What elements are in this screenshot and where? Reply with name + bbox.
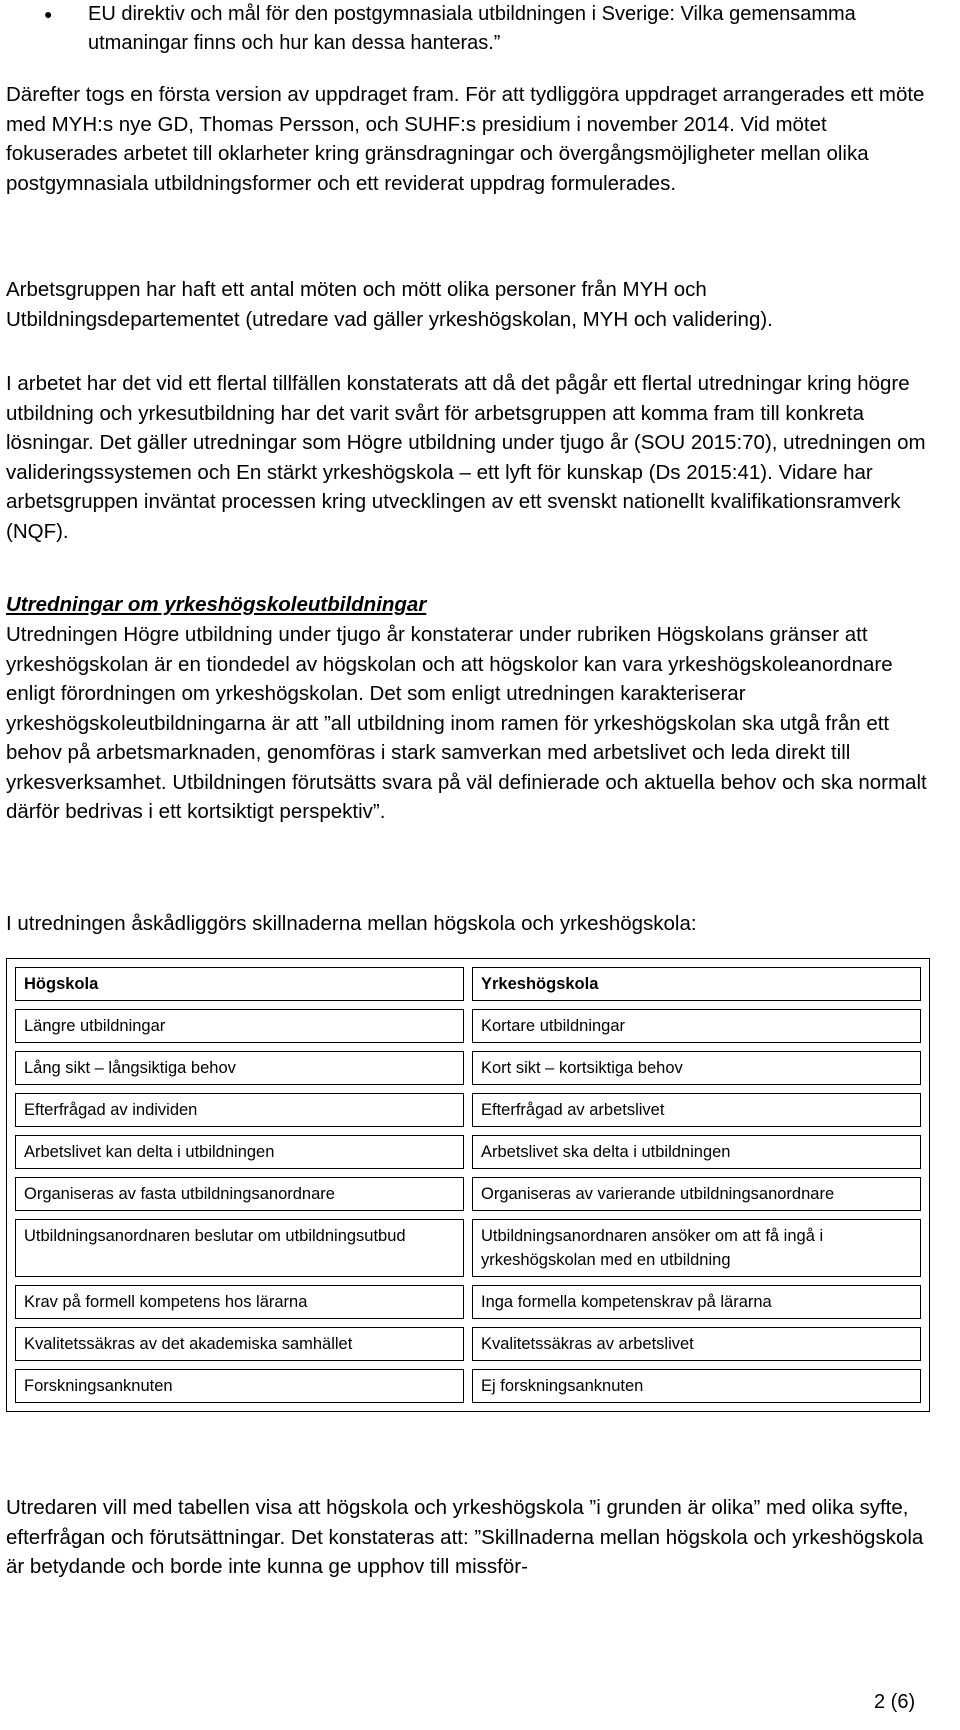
table-row bbox=[15, 1285, 921, 1319]
table-cell: Kortare utbildningar bbox=[472, 1009, 921, 1043]
comparison-table bbox=[6, 958, 930, 1412]
table-header-row bbox=[15, 967, 921, 1001]
table-cell: Arbetslivet ska delta i utbildningen bbox=[472, 1135, 921, 1169]
bullet-text: EU direktiv och mål för den postgymnasiala utbildningen i Sverige: Vilka gemensamma utmaningar finns och hur kan dessa hanteras.” bbox=[88, 3, 856, 54]
table-row bbox=[15, 1009, 921, 1043]
table-cell: Kvalitetssäkras av det akademiska samhället bbox=[15, 1327, 464, 1361]
table-cell: Inga formella kompetenskrav på lärarna bbox=[472, 1285, 921, 1319]
table-row bbox=[15, 1327, 921, 1361]
table-cell: Lång sikt – långsiktiga behov bbox=[15, 1051, 464, 1085]
table-cell: Organiseras av fasta utbildningsanordnare bbox=[15, 1177, 464, 1211]
table-cell: Ej forskningsanknuten bbox=[472, 1369, 921, 1403]
table-row bbox=[15, 1369, 921, 1403]
page-number: 2 (6) bbox=[874, 1691, 916, 1713]
table-row bbox=[15, 1177, 921, 1211]
section-heading: Utredningar om yrkeshögskoleutbildningar bbox=[6, 593, 427, 616]
paragraph-conclusion: Utredaren vill med tabellen visa att högskola och yrkeshögskola ”i grunden är olika” med olika syfte, efterfrågan och förutsättningar. Det konstateras att: ”Skillnaderna mellan högskola och yrkeshögskola är betydande och borde inte kunna ge upphov till missför- bbox=[6, 1496, 924, 1578]
table-cell: Organiseras av varierande utbildningsanordnare bbox=[472, 1177, 921, 1211]
table-cell: Längre utbildningar bbox=[15, 1009, 464, 1043]
paragraph-higher-education-report: Utredningen Högre utbildning under tjugo år konstaterar under rubriken Högskolans gränser att yrkeshögskolan är en tiondedel av högskolan och att högskolor kan vara yrkeshögskoleanordnare enligt förordningen om yrkeshögskolan. Det som enligt utredningen karakteriserar yrkeshögskoleutbildningarna är att ”all utbildning inom ramen för yrkeshögskolan ska utgå från ett behov på arbetsmarknaden, genomföras i stark samverkan med arbetslivet och leda direkt till yrkesverksamhet. Utbildningen förutsätts svara på väl definierade och aktuella behov och ska normalt därför bedrivas i ett kortsiktigt perspektiv”. bbox=[6, 623, 927, 823]
paragraph-working-group: Arbetsgruppen har haft ett antal möten och mött olika personer från MYH och Utbildningsdepartementet (utredare vad gäller yrkeshögskolan, MYH och validering). bbox=[6, 278, 773, 331]
table-cell: Kvalitetssäkras av arbetslivet bbox=[472, 1327, 921, 1361]
paragraph-table-intro: I utredningen åskådliggörs skillnaderna mellan högskola och yrkeshögskola: bbox=[6, 912, 697, 935]
table-cell: Utbildningsanordnaren ansöker om att få ingå i yrkeshögskolan med en utbildning bbox=[472, 1219, 921, 1277]
table-cell: Arbetslivet kan delta i utbildningen bbox=[15, 1135, 464, 1169]
table-row bbox=[15, 1093, 921, 1127]
column-header-hogskola: Högskola bbox=[15, 967, 464, 1001]
table-cell: Utbildningsanordnaren beslutar om utbildningsutbud bbox=[15, 1219, 464, 1277]
table-cell: Efterfrågad av individen bbox=[15, 1093, 464, 1127]
table-row bbox=[15, 1051, 921, 1085]
table-cell: Efterfrågad av arbetslivet bbox=[472, 1093, 921, 1127]
paragraph-investigations: I arbetet har det vid ett flertal tillfällen konstaterats att då det pågår ett flertal utredningar kring högre utbildning och yrkesutbildning har det varit svårt för arbetsgruppen att komma fram till konkreta lösningar. Det gäller utredningar som Högre utbildning under tjugo år (SOU 2015:70), utredningen om valideringssystemen och En stärkt yrkeshögskola – ett lyft för kunskap (Ds 2015:41). Vidare har arbetsgruppen inväntat processen kring utvecklingen av ett svenskt nationellt kvalifikationsramverk (NQF). bbox=[6, 372, 926, 543]
table-cell: Forskningsanknuten bbox=[15, 1369, 464, 1403]
table-cell: Krav på formell kompetens hos lärarna bbox=[15, 1285, 464, 1319]
bullet-icon: ● bbox=[44, 6, 53, 22]
table-row bbox=[15, 1219, 921, 1277]
column-header-yrkeshogskola: Yrkeshögskola bbox=[472, 967, 921, 1001]
table-cell: Kort sikt – kortsiktiga behov bbox=[472, 1051, 921, 1085]
table-row bbox=[15, 1135, 921, 1169]
paragraph-first-version: Därefter togs en första version av uppdraget fram. För att tydliggöra uppdraget arrangerades ett möte med MYH:s nye GD, Thomas Persson, och SUHF:s presidium i november 2014. Vid mötet fokuserades arbetet till oklarheter kring gränsdragningar och övergångsmöjligheter mellan olika postgymnasiala utbildningsformer och ett reviderat uppdrag formulerades. bbox=[6, 83, 925, 195]
